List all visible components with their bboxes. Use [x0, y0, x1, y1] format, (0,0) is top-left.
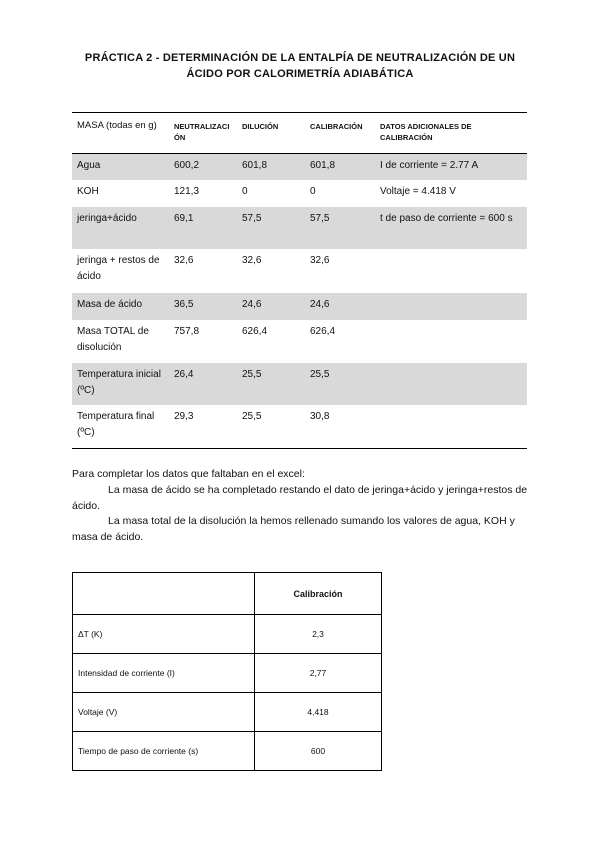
table-row [72, 180, 527, 207]
table-row [72, 363, 527, 405]
table-row [72, 293, 527, 320]
table-row [72, 154, 527, 180]
header-datos-adicionales: DATOS ADICIONALES DE CALIBRACIÓN [375, 113, 527, 154]
cell-dilucion: 25,5 [242, 410, 262, 422]
table-row [72, 405, 527, 449]
row-value: 600 [255, 732, 382, 771]
cell-dilucion: 24,6 [237, 293, 305, 320]
row-label: Agua [72, 154, 169, 180]
calibration-table [72, 572, 382, 771]
cell-dilucion: 0 [242, 185, 248, 197]
cell-calibracion: 25,5 [305, 363, 375, 405]
cell-dilucion: 25,5 [237, 363, 305, 405]
cell-calibracion: 601,8 [305, 154, 375, 180]
cell-dilucion: 626,4 [242, 325, 268, 337]
row-label: KOH [77, 185, 99, 197]
header-neutralizacion: NEUTRALIZACIÓN [169, 113, 237, 154]
cell-calibracion: 30,8 [310, 410, 330, 422]
row-label: ΔT (K) [73, 615, 255, 654]
row-label: Voltaje (V) [73, 693, 255, 732]
cell-extra [375, 405, 527, 449]
cell-calibracion: 0 [310, 185, 316, 197]
table-row [73, 693, 382, 732]
table-row [73, 732, 382, 771]
cell-neutralizacion: 757,8 [174, 325, 200, 337]
cell-dilucion: 32,6 [242, 254, 262, 266]
cell-calibracion: 626,4 [310, 325, 336, 337]
row-label: Tiempo de paso de corriente (s) [73, 732, 255, 771]
cell-dilucion: 601,8 [237, 154, 305, 180]
table-row [72, 249, 527, 293]
header-calibracion: CALIBRACIÓN [305, 113, 375, 154]
intro-paragraph: Para completar los datos que faltaban en el excel: [72, 468, 305, 480]
table-row [72, 207, 527, 249]
row-label: Masa de ácido [72, 293, 169, 320]
row-value: 4,418 [255, 693, 382, 732]
row-label: Intensidad de corriente (I) [73, 654, 255, 693]
table-row [72, 320, 527, 363]
cell-neutralizacion: 26,4 [169, 363, 237, 405]
row-value: 2,77 [255, 654, 382, 693]
empty-header-cell [73, 573, 255, 615]
cell-extra: Voltaje = 4.418 V [380, 185, 456, 197]
row-label: jeringa+ácido [72, 207, 169, 249]
cell-neutralizacion: 32,6 [174, 254, 194, 266]
cell-extra [375, 320, 527, 363]
cell-extra [375, 363, 527, 405]
calibration-header: Calibración [255, 573, 382, 615]
table-row [73, 615, 382, 654]
row-label: Masa TOTAL de disolución [77, 325, 149, 353]
cell-neutralizacion: 121,3 [174, 185, 200, 197]
calibration-header-row [73, 573, 382, 615]
cell-extra [375, 249, 527, 293]
row-label: Temperatura inicial (ºC) [72, 363, 169, 405]
cell-neutralizacion: 69,1 [169, 207, 237, 249]
cell-extra: t de paso de corriente = 600 s [375, 207, 527, 249]
cell-calibracion: 32,6 [310, 254, 330, 266]
table-row [73, 654, 382, 693]
masses-table [72, 112, 527, 449]
row-label: jeringa + restos de ácido [77, 254, 160, 282]
cell-extra [375, 293, 527, 320]
page-title: PRÁCTICA 2 - DETERMINACIÓN DE LA ENTALPÍA DE NEUTRALIZACIÓN DE UN ÁCIDO POR CALORIMETRÍA ADIABÁTICA [84, 52, 516, 80]
cell-neutralizacion: 36,5 [169, 293, 237, 320]
cell-extra: I de corriente = 2.77 A [375, 154, 527, 180]
cell-calibracion: 24,6 [305, 293, 375, 320]
header-dilucion: DILUCIÓN [237, 113, 305, 154]
cell-neutralizacion: 600,2 [169, 154, 237, 180]
table-header-row [72, 113, 527, 154]
row-value: 2,3 [255, 615, 382, 654]
row-label: Temperatura final (ºC) [77, 410, 155, 438]
paragraph-masa-total: La masa total de la disolución la hemos rellenado sumando los valores de agua, KOH y masa de ácido. [72, 515, 515, 543]
cell-dilucion: 57,5 [237, 207, 305, 249]
header-masa: MASA (todas en g) [72, 113, 169, 154]
paragraph-masa-acido: La masa de ácido se ha completado restando el dato de jeringa+ácido y jeringa+restos de ácido. [72, 484, 528, 512]
cell-neutralizacion: 29,3 [174, 410, 194, 422]
cell-calibracion: 57,5 [305, 207, 375, 249]
